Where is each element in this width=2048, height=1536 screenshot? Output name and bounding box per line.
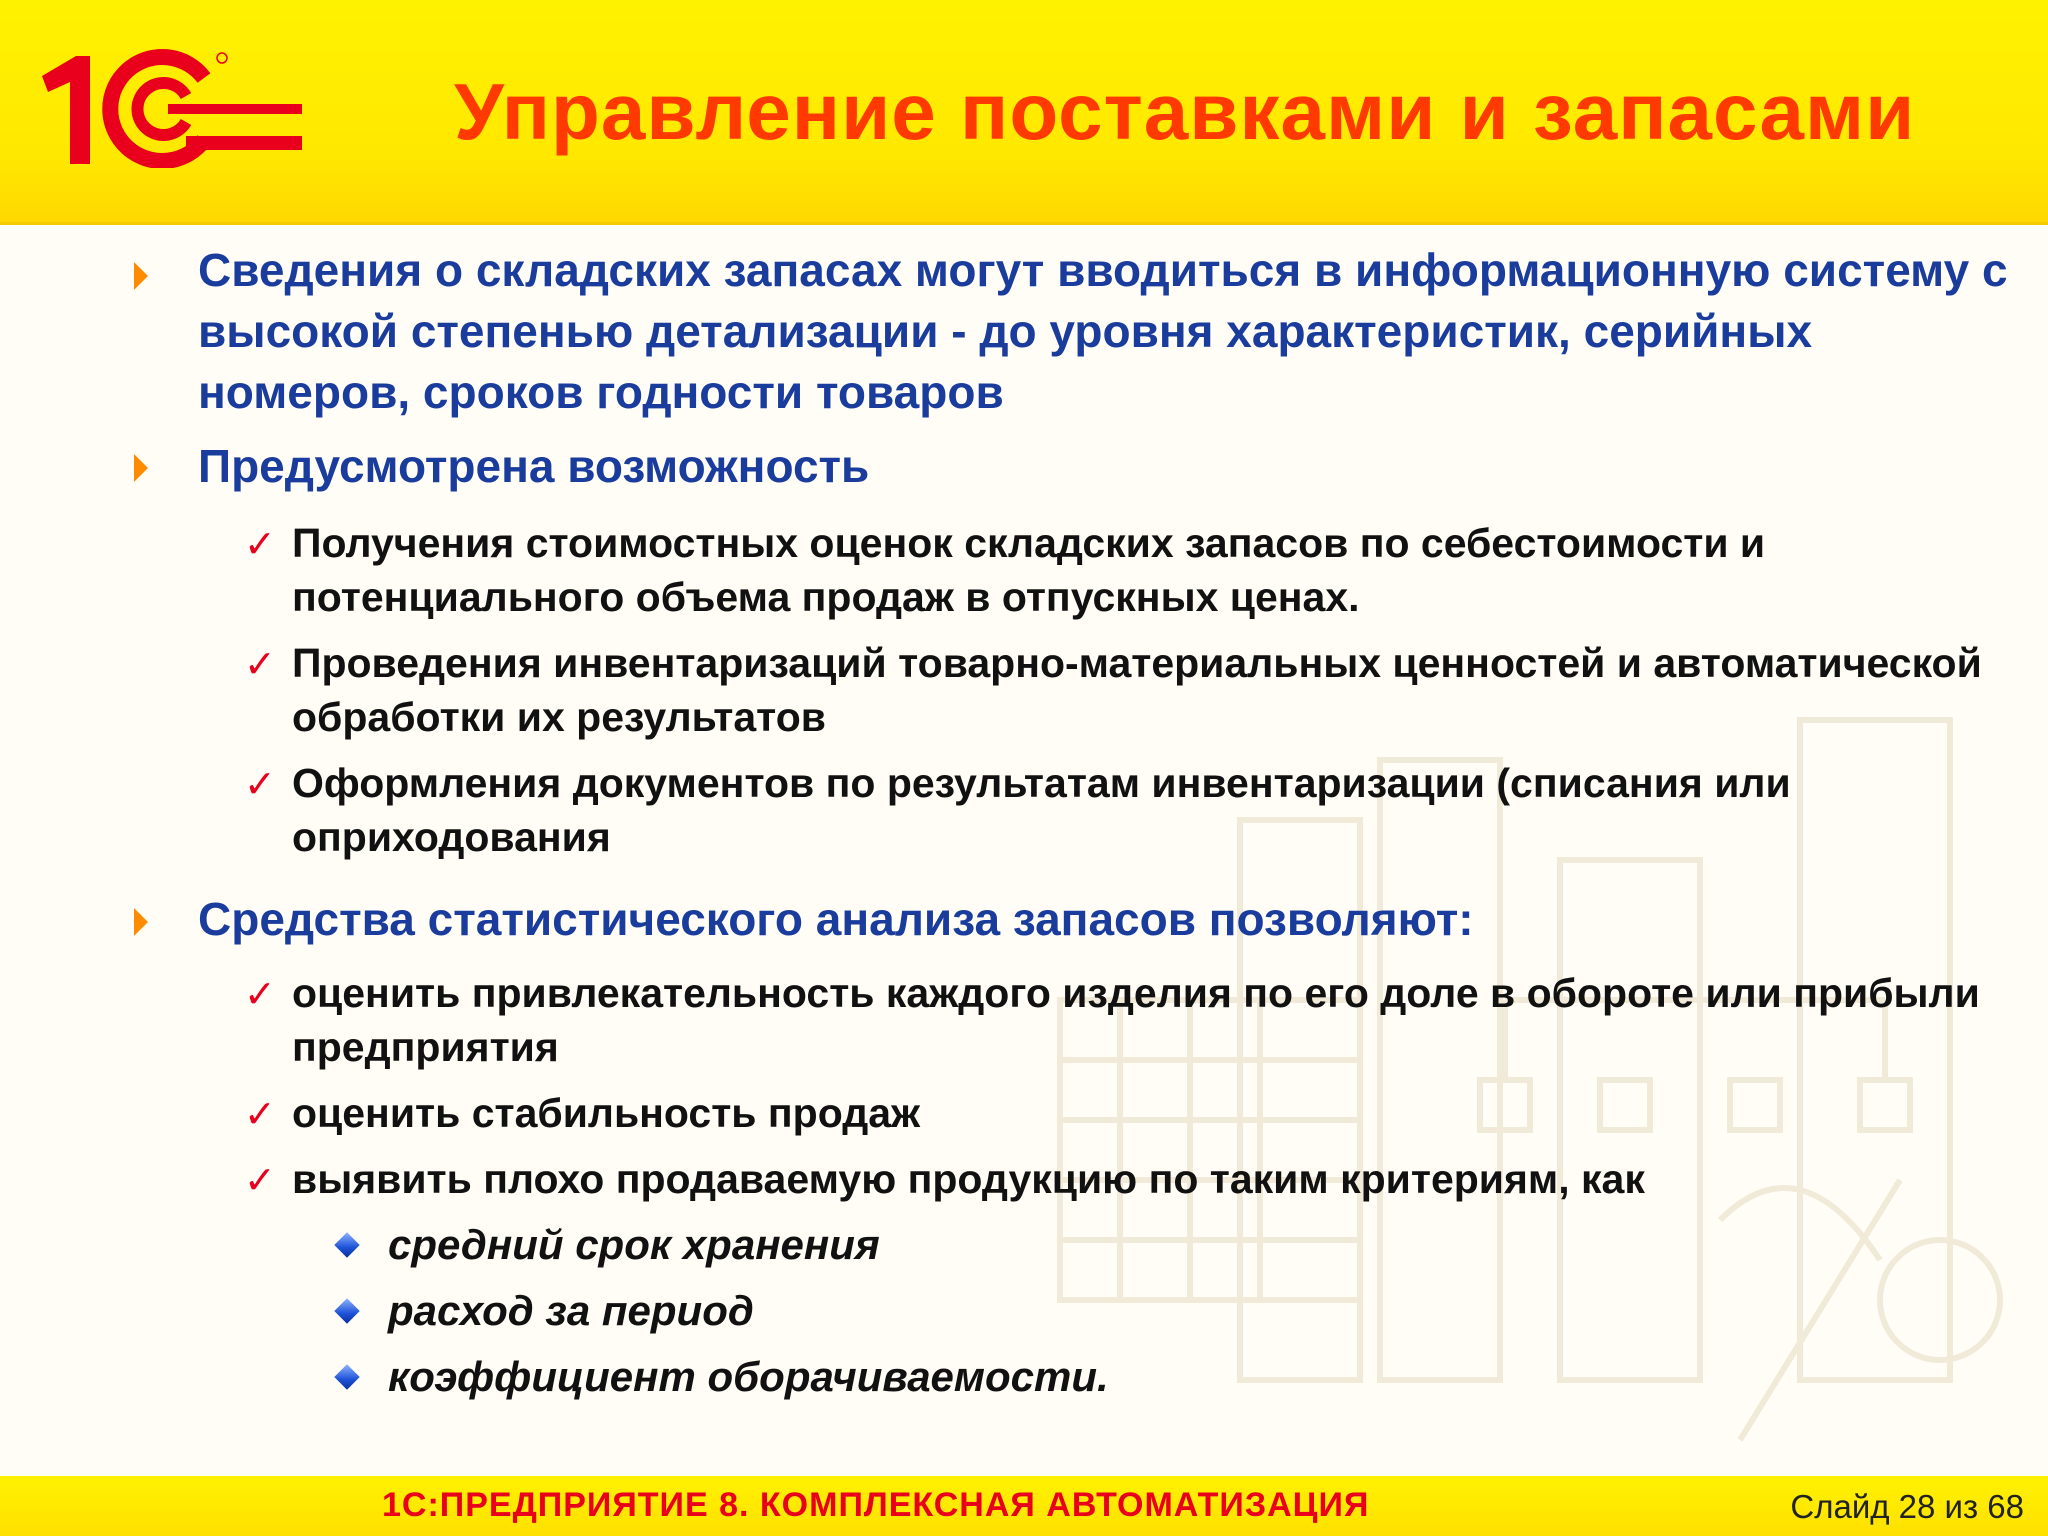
slide-counter: Слайд 28 из 68 (1790, 1488, 2024, 1525)
page-title: Управление поставками и запасами (454, 67, 1916, 156)
bullet-item-3: Средства статистического анализа запасов позволяют: (198, 893, 1474, 945)
1c-logo (36, 48, 302, 168)
arrow-bullet-icon (134, 908, 148, 936)
arrow-bullet-icon (134, 262, 148, 290)
checkmark-icon: ✓ (244, 1092, 276, 1136)
checkmark-icon: ✓ (244, 522, 276, 566)
sub-item-3-3: выявить плохо продаваемую продукцию по таким критериям, как (292, 1156, 1645, 1202)
checkmark-icon: ✓ (244, 972, 276, 1016)
arrow-bullet-icon (134, 454, 148, 482)
sub-item-2-1: Получения стоимостных оценок складских запасов по себестоимости и потенциального объема продаж в отпускных ценах. (292, 520, 1766, 620)
sub-item-3-2: оценить стабильность продаж (292, 1090, 921, 1136)
diamond-bullet-icon (334, 1364, 359, 1389)
diamond-bullet-icon (334, 1232, 359, 1257)
sub-item-3-1: оценить привлекательность каждого изделия по его доле в обороте или прибыли предприятия (292, 970, 1980, 1070)
sub-sub-item-3: коэффициент оборачиваемости. (388, 1353, 1109, 1400)
checkmark-icon: ✓ (244, 642, 276, 686)
sub-item-2-2: Проведения инвентаризаций товарно-материальных ценностей и автоматической обработки их результатов (292, 640, 1982, 740)
sub-sub-item-1: средний срок хранения (388, 1221, 880, 1268)
slide-footer (0, 1476, 2048, 1536)
checkmark-icon: ✓ (244, 762, 276, 806)
slide-header (0, 0, 2048, 225)
bullet-item-2: Предусмотрена возможность (198, 440, 870, 492)
footer-product-name: 1С:ПРЕДПРИЯТИЕ 8. КОМПЛЕКСНАЯ АВТОМАТИЗАЦИЯ (382, 1486, 1370, 1524)
sub-sub-item-2: расход за период (388, 1287, 754, 1334)
checkmark-icon: ✓ (244, 1158, 276, 1202)
diamond-bullet-icon (334, 1298, 359, 1323)
bullet-item-1: Сведения о складских запасах могут вводиться в информационную систему с высокой степенью детализации - до уровня характеристик, серийных номеров, сроков годности товаров (198, 244, 2008, 418)
sub-item-2-3: Оформления документов по результатам инвентаризации (списания или оприходования (292, 760, 1791, 860)
